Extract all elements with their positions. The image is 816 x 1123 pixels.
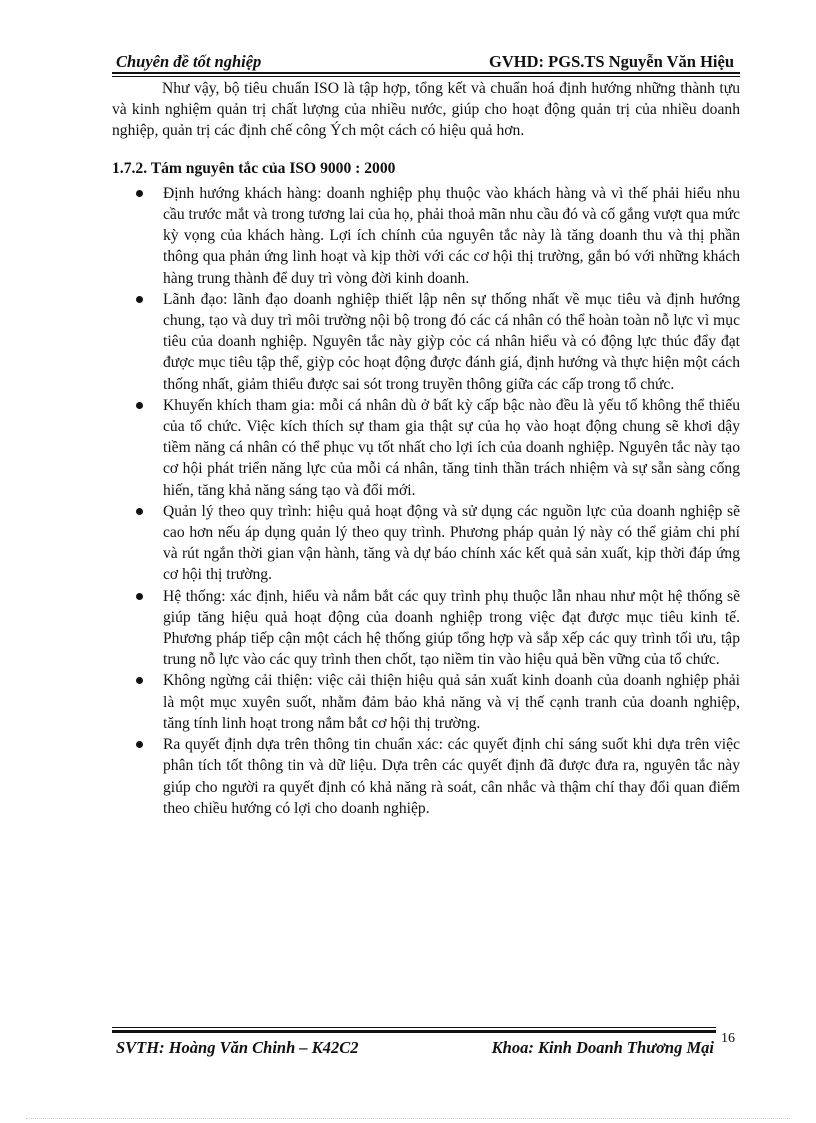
intro-paragraph: Như vậy, bộ tiêu chuẩn ISO là tập hợp, tổng kết và chuẩn hoá định hướng những thành tựu và kinh nghiệm quản trị chất lượng của nhiều nước, giúp cho hoạt động quản trị của nhiều doanh nghiệp, quản trị các định chế công Ých một cách có hiệu quả hơn. — [112, 80, 740, 140]
header-thesis-title: Chuyên đề tốt nghiệp — [116, 52, 262, 71]
section-heading: 1.7.2. Tám nguyên tắc của ISO 9000 : 2000 — [112, 159, 396, 177]
principle-text: Định hướng khách hàng: doanh nghiệp phụ thuộc vào khách hàng và vì thế phải hiểu nhu cầu trước mắt và trong tương lai của họ, phải thoả mãn nhu cầu đó và cố gắng vượt qua mức kỳ vọng của khách hàng. Lợi ích chính của nguyên tắc này là tăng doanh thu và thị phần thông qua phản ứng linh hoạt và kịp thời với các cơ hội thị trường, gắn bó với những khách hàng trung thành để duy trì vòng đời kinh doanh. — [163, 184, 740, 287]
footer-student: SVTH: Hoàng Văn Chinh – K42C2 — [116, 1038, 359, 1057]
page-footer — [112, 1036, 716, 1058]
principle-text: Khuyến khích tham gia: mỗi cá nhân dù ở bất kỳ cấp bậc nào đều là yếu tố không thể thiếu của tổ chức. Việc kích thích sự tham gia thật sự của họ vào hoạt động chung sẽ khơi dậy tiềm năng cá nhân có thể phục vụ tốt nhất cho lợi ích của doanh nghiệp. Nguyên tắc này tạo cơ hội phát triển năng lực của mỗi cá nhân, tăng tinh thần trách nhiệm và sự sẵn sàng cống hiến, tăng khả năng sáng tạo và đổi mới. — [163, 396, 740, 499]
page-bottom-border — [26, 1118, 790, 1119]
bullet-icon — [136, 508, 143, 515]
header-supervisor: GVHD: PGS.TS Nguyễn Văn Hiệu — [489, 52, 734, 71]
principle-text: Không ngừng cải thiện: việc cải thiện hiệu quả sản xuất kinh doanh của doanh nghiệp phải là một mục xuyên suốt, nhằm đảm bảo khả năng và vị thế cạnh tranh của doanh nghiệp, tăng tính linh hoạt trong nắm bắt cơ hội thị trường. — [163, 672, 740, 732]
footer-rule-thick — [112, 1030, 716, 1033]
bullet-icon — [136, 402, 143, 409]
header-rule-thin — [112, 76, 740, 77]
principle-continual-improvement — [163, 670, 740, 734]
bullet-icon — [136, 741, 143, 748]
principle-customer-focus — [163, 183, 740, 289]
footer-rule-thin — [112, 1027, 716, 1028]
principle-text: Hệ thống: xác định, hiểu và nắm bắt các quy trình phụ thuộc lẫn nhau như một hệ thống sẽ giúp tăng hiệu quả hoạt động của doanh nghiệp trong việc đạt được mục tiêu kinh tế. Phương pháp tiếp cận một cách hệ thống giúp tổng hợp và sắp xếp các quy trình tối ưu, tập trung nỗ lực vào các quy trình then chốt, tạo niềm tin vào hiệu quả bền vững của tổ chức. — [163, 587, 740, 669]
header-rule-thick — [112, 72, 740, 74]
principle-factual-decisions — [163, 734, 740, 819]
principle-text: Ra quyết định dựa trên thông tin chuẩn xác: các quyết định chỉ sáng suốt khi dựa trên việc phân tích tốt thông tin và dữ liệu. Dựa trên các quyết định đã được đưa ra, nguyên tắc này giúp cho người ra quyết định có khả năng rà soát, cân nhắc và thậm chí thay đổi quan điểm theo chiều hướng có lợi cho doanh nghiệp. — [163, 736, 740, 817]
page-number: 16 — [721, 1031, 735, 1046]
principle-process-approach — [163, 501, 740, 586]
principle-text: Lãnh đạo: lãnh đạo doanh nghiệp thiết lập nên sự thống nhất về mục tiêu và định hướng chung, tạo và duy trì môi trường nội bộ trong đó các cá nhân có thể hoàn toàn nỗ lực vì mục tiêu của doanh nghiệp. Nguyên tắc này giỳp cỏc cá nhân hiểu và có động lực thúc đẩy đạt được mục tiêu tập thể, giỳp cỏc hoạt động được đánh giá, định hướng và thực hiện một cách thống nhất, giảm thiểu được sai sót trong truyền thông giữa các cấp trong tổ chức. — [163, 290, 740, 393]
principles-list — [112, 183, 740, 819]
bullet-icon — [136, 677, 143, 684]
principle-involvement — [163, 395, 740, 501]
principle-system-approach — [163, 586, 740, 671]
principle-leadership — [163, 289, 740, 395]
footer-faculty: Khoa: Kinh Doanh Thương Mại — [491, 1038, 714, 1057]
bullet-icon — [136, 190, 143, 197]
page-header — [112, 50, 740, 72]
page-body — [112, 78, 740, 819]
bullet-icon — [136, 593, 143, 600]
principle-text: Quản lý theo quy trình: hiệu quả hoạt động và sử dụng các nguồn lực của doanh nghiệp sẽ cao hơn nếu áp dụng quản lý theo quy trình. Phương pháp quản lý này có thể giảm chi phí và rút ngắn thời gian vận hành, tăng và dự báo chính xác kết quả sản xuất, kịp thời đáp ứng cơ hội thị trường. — [163, 502, 740, 584]
bullet-icon — [136, 296, 143, 303]
